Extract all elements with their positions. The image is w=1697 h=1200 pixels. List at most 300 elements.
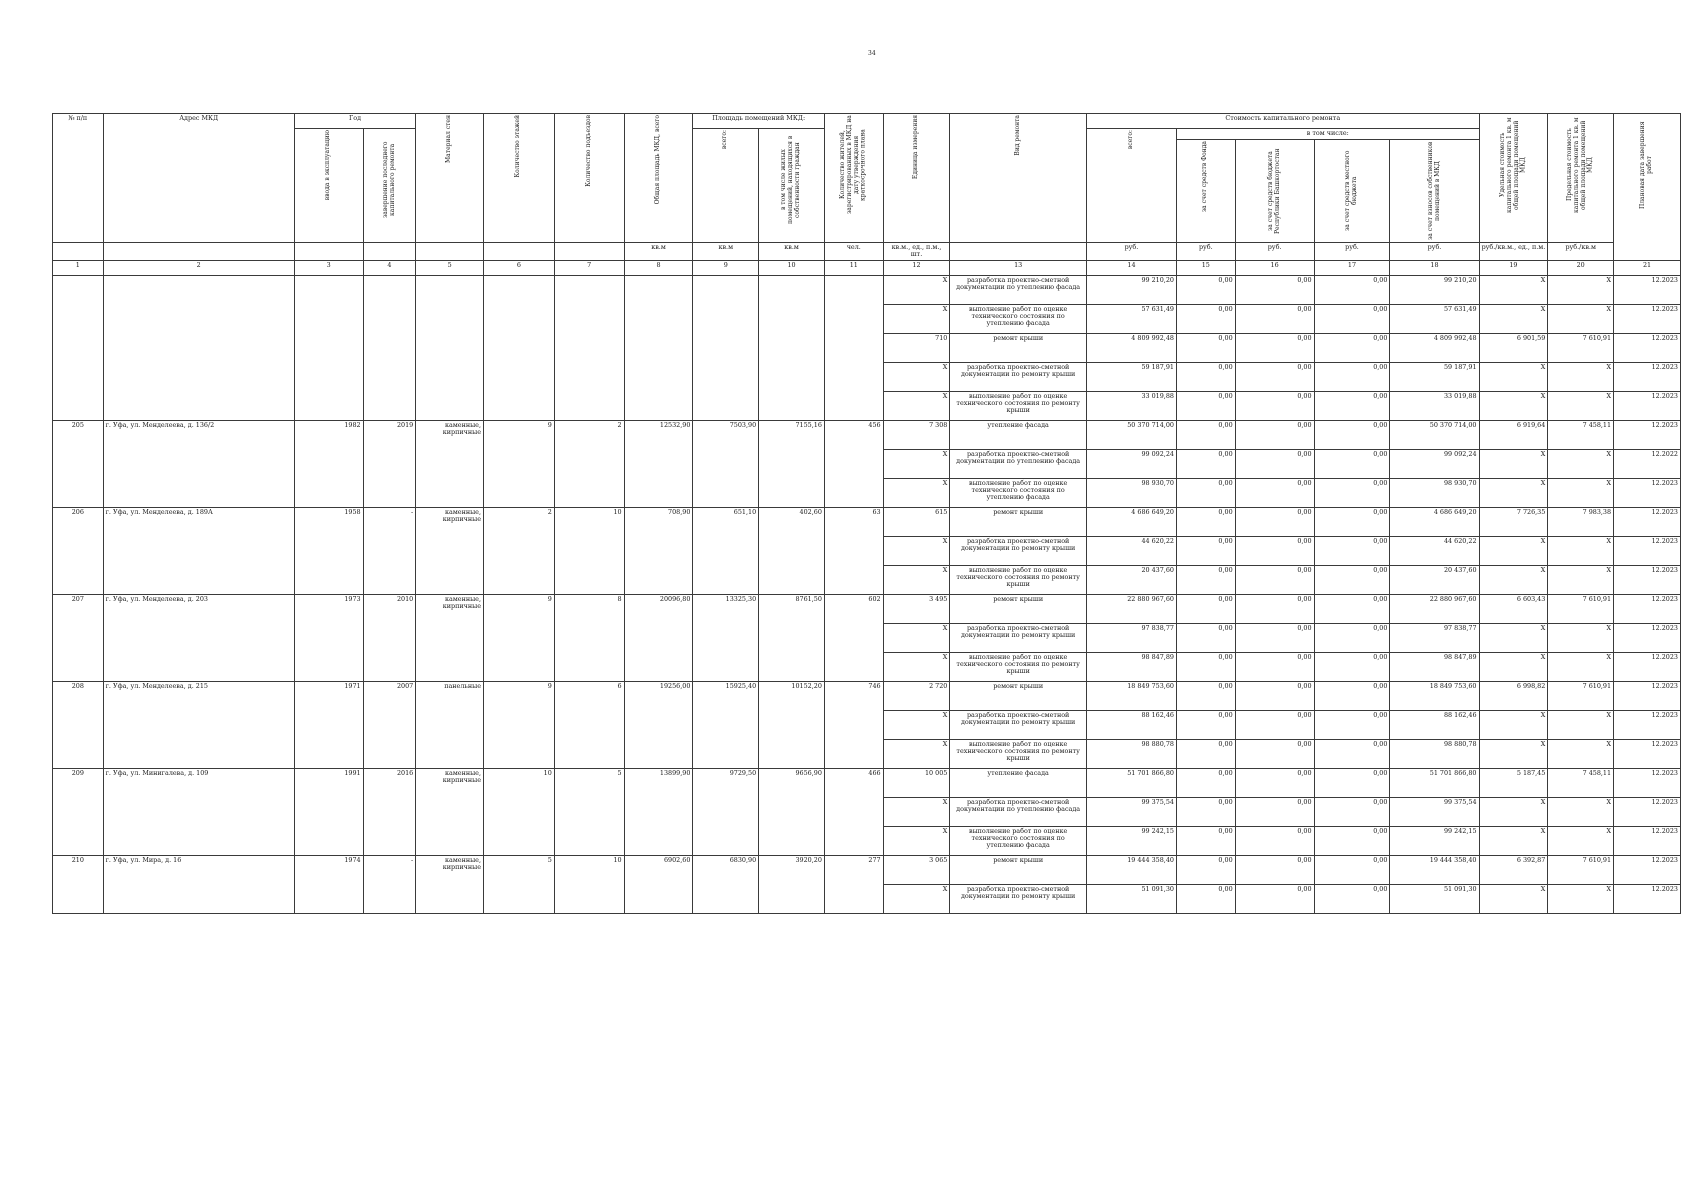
object-year-repair: 2016 [363,768,416,855]
object-area-all: 6830,90 [693,855,759,913]
unit-label: кв.м [693,243,759,261]
work-cost-total: 33 019,88 [1086,391,1176,420]
work-cost-total: 99 242,15 [1086,826,1176,855]
column-index: 15 [1176,260,1235,275]
work-cost-owners: 59 187,91 [1390,362,1479,391]
work-cost-owners: 4 686 649,20 [1390,507,1479,536]
work-specific-cost: 6 919,64 [1479,420,1548,449]
col-header-num: № п/п [53,114,104,243]
col-header-date: Плановая дата завершения работ [1614,114,1681,261]
work-cost-fund: 0,00 [1176,681,1235,710]
work-completion-date: 12.2023 [1614,333,1681,362]
work-cost-owners: 20 437,60 [1390,565,1479,594]
work-cost-fund: 0,00 [1176,710,1235,739]
col-header-total-area: Общая площадь МКД, всего [624,114,693,243]
column-index: 18 [1390,260,1479,275]
work-specific-cost: X [1479,710,1548,739]
col-header-incl: в том числе: [1176,129,1479,140]
work-cost-fund: 0,00 [1176,304,1235,333]
object-wall-material: каменные, кирпичные [416,420,484,507]
object-floors [484,275,555,420]
work-cost-local: 0,00 [1314,623,1390,652]
object-entrances: 10 [554,855,624,913]
work-completion-date: 12.2023 [1614,565,1681,594]
work-cost-fund: 0,00 [1176,768,1235,797]
column-index: 19 [1479,260,1548,275]
work-cost-total: 59 187,91 [1086,362,1176,391]
column-index: 4 [363,260,416,275]
work-volume: 710 [883,333,950,362]
object-entrances: 10 [554,507,624,594]
work-type: ремонт крыши [950,681,1087,710]
work-cost-local: 0,00 [1314,681,1390,710]
work-cost-total: 99 210,20 [1086,275,1176,304]
unit-label: кв.м [624,243,693,261]
object-entrances: 5 [554,768,624,855]
work-specific-cost: X [1479,449,1548,478]
object-year-built: 1982 [294,420,363,507]
col-header-year-repair: завершение последнего капитального ремонта [363,129,416,243]
object-residents: 602 [824,594,883,681]
col-header-entrances: Количество подъездов [554,114,624,243]
work-specific-cost: 6 998,82 [1479,681,1548,710]
column-index: 20 [1548,260,1614,275]
work-cost-owners: 18 849 753,60 [1390,681,1479,710]
object-address [103,275,294,420]
work-cost-rb: 0,00 [1235,768,1314,797]
work-cost-rb: 0,00 [1235,536,1314,565]
work-type: выполнение работ по оценке технического состояния по утеплению фасада [950,826,1087,855]
table-row [53,855,1681,884]
work-cost-local: 0,00 [1314,478,1390,507]
work-specific-cost: X [1479,826,1548,855]
col-header-area-living: в том числе жилых помещений, находящихся в собственности граждан [759,129,825,243]
work-type: утепление фасада [950,768,1087,797]
column-index: 3 [294,260,363,275]
work-cost-rb: 0,00 [1235,681,1314,710]
work-cost-owners: 99 242,15 [1390,826,1479,855]
object-address: г. Уфа, ул. Менделеева, д. 203 [103,594,294,681]
object-residents [824,275,883,420]
col-header-cost-group: Стоимость капитального ремонта [1086,114,1479,129]
work-cost-rb: 0,00 [1235,391,1314,420]
object-area-all: 651,10 [693,507,759,594]
work-cost-rb: 0,00 [1235,333,1314,362]
work-cost-local: 0,00 [1314,768,1390,797]
col-header-year-group: Год [294,114,415,129]
object-area-living: 7155,16 [759,420,825,507]
work-volume: 615 [883,507,950,536]
table-row [53,275,1681,304]
object-entrances: 8 [554,594,624,681]
work-cost-owners: 51 091,30 [1390,884,1479,913]
work-cost-rb: 0,00 [1235,739,1314,768]
column-index: 6 [484,260,555,275]
work-volume: X [883,304,950,333]
work-cost-owners: 50 370 714,00 [1390,420,1479,449]
object-year-repair: - [363,855,416,913]
work-type: выполнение работ по оценке технического состояния по ремонту крыши [950,739,1087,768]
work-cost-total: 99 375,54 [1086,797,1176,826]
work-limit-cost: X [1548,710,1614,739]
column-index: 17 [1314,260,1390,275]
object-area-living: 402,60 [759,507,825,594]
work-cost-total: 57 631,49 [1086,304,1176,333]
object-area-living: 9656,90 [759,768,825,855]
work-type: разработка проектно-сметной документации по утеплению фасада [950,449,1087,478]
work-volume: X [883,449,950,478]
unit-label: руб. [1086,243,1176,261]
column-index-row [53,260,1681,275]
work-completion-date: 12.2023 [1614,681,1681,710]
work-type: ремонт крыши [950,594,1087,623]
work-cost-owners: 44 620,22 [1390,536,1479,565]
work-type: утепление фасада [950,420,1087,449]
work-type: разработка проектно-сметной документации по ремонту крыши [950,710,1087,739]
work-completion-date: 12.2023 [1614,826,1681,855]
work-cost-owners: 98 847,89 [1390,652,1479,681]
work-cost-local: 0,00 [1314,536,1390,565]
work-specific-cost: X [1479,739,1548,768]
col-header-residents: Количество жителей, зарегистрированных в МКД на дату утверждения краткосрочного плана [824,114,883,243]
column-index: 1 [53,260,104,275]
work-type: выполнение работ по оценке технического состояния по утеплению фасада [950,478,1087,507]
work-completion-date: 12.2023 [1614,420,1681,449]
work-cost-owners: 57 631,49 [1390,304,1479,333]
object-entrances: 2 [554,420,624,507]
work-completion-date: 12.2023 [1614,652,1681,681]
work-cost-owners: 99 092,24 [1390,449,1479,478]
work-cost-fund: 0,00 [1176,884,1235,913]
object-number: 210 [53,855,104,913]
col-header-unit: Единица измерения [883,114,950,243]
col-header-specific-cost: Удельная стоимость капитального ремонта 1 кв. м общей площади помещений МКД [1479,114,1548,243]
unit-label: кв.м., ед., п.м., шт. [883,243,950,261]
work-cost-rb: 0,00 [1235,710,1314,739]
work-volume: X [883,652,950,681]
work-cost-local: 0,00 [1314,420,1390,449]
object-address: г. Уфа, ул. Мира, д. 16 [103,855,294,913]
work-cost-total: 4 809 992,48 [1086,333,1176,362]
object-total-area: 19256,00 [624,681,693,768]
work-volume: 3 495 [883,594,950,623]
work-cost-rb: 0,00 [1235,826,1314,855]
work-cost-total: 88 162,46 [1086,710,1176,739]
column-index: 7 [554,260,624,275]
object-total-area: 13899,90 [624,768,693,855]
work-specific-cost: X [1479,884,1548,913]
work-cost-fund: 0,00 [1176,420,1235,449]
work-volume: X [883,536,950,565]
work-cost-fund: 0,00 [1176,594,1235,623]
work-type: разработка проектно-сметной документации по утеплению фасада [950,275,1087,304]
work-type: выполнение работ по оценке технического состояния по ремонту крыши [950,652,1087,681]
object-area-all [693,275,759,420]
work-cost-total: 98 847,89 [1086,652,1176,681]
work-limit-cost: 7 610,91 [1548,333,1614,362]
unit-label: руб. [1176,243,1235,261]
work-type: ремонт крыши [950,855,1087,884]
work-cost-fund: 0,00 [1176,536,1235,565]
unit-label: руб./кв.м [1548,243,1614,261]
object-area-living: 3920,20 [759,855,825,913]
work-completion-date: 12.2023 [1614,884,1681,913]
object-entrances: 6 [554,681,624,768]
work-type: выполнение работ по оценке технического состояния по ремонту крыши [950,565,1087,594]
column-index: 16 [1235,260,1314,275]
work-volume: 2 720 [883,681,950,710]
work-type: разработка проектно-сметной документации по ремонту крыши [950,362,1087,391]
work-cost-rb: 0,00 [1235,478,1314,507]
work-completion-date: 12.2023 [1614,797,1681,826]
col-header-local-budget: за счет средств местного бюджета [1314,140,1390,243]
col-header-repair-type: Вид ремонта [950,114,1087,243]
work-specific-cost: X [1479,391,1548,420]
work-volume: X [883,739,950,768]
work-cost-local: 0,00 [1314,304,1390,333]
work-cost-total: 99 092,24 [1086,449,1176,478]
object-total-area: 12532,90 [624,420,693,507]
object-number: 206 [53,507,104,594]
work-limit-cost: X [1548,797,1614,826]
object-floors: 2 [484,507,555,594]
column-index: 12 [883,260,950,275]
object-entrances [554,275,624,420]
work-cost-rb: 0,00 [1235,507,1314,536]
col-header-owners: за счет взносов собственников помещений в МКД [1390,140,1479,243]
col-header-address: Адрес МКД [103,114,294,243]
work-type: разработка проектно-сметной документации по ремонту крыши [950,884,1087,913]
work-limit-cost: X [1548,652,1614,681]
work-volume: 10 005 [883,768,950,797]
work-cost-owners: 33 019,88 [1390,391,1479,420]
work-completion-date: 12.2023 [1614,623,1681,652]
work-limit-cost: X [1548,884,1614,913]
table-row [53,594,1681,623]
work-specific-cost: X [1479,536,1548,565]
table-row [53,768,1681,797]
work-volume: 7 308 [883,420,950,449]
object-number: 209 [53,768,104,855]
work-cost-local: 0,00 [1314,362,1390,391]
column-index: 10 [759,260,825,275]
work-cost-owners: 51 701 866,80 [1390,768,1479,797]
object-area-living: 8761,50 [759,594,825,681]
work-specific-cost: 6 603,43 [1479,594,1548,623]
table-row [53,420,1681,449]
object-year-built: 1971 [294,681,363,768]
work-completion-date: 12.2023 [1614,768,1681,797]
work-completion-date: 12.2023 [1614,362,1681,391]
work-volume: X [883,362,950,391]
work-cost-fund: 0,00 [1176,449,1235,478]
work-limit-cost: X [1548,362,1614,391]
work-specific-cost: 6 392,87 [1479,855,1548,884]
work-cost-local: 0,00 [1314,710,1390,739]
work-cost-fund: 0,00 [1176,362,1235,391]
object-address: г. Уфа, ул. Менделеева, д. 215 [103,681,294,768]
work-cost-owners: 98 880,78 [1390,739,1479,768]
object-year-built: 1974 [294,855,363,913]
work-specific-cost: X [1479,652,1548,681]
table-body [53,275,1681,913]
work-completion-date: 12.2023 [1614,710,1681,739]
work-cost-rb: 0,00 [1235,652,1314,681]
work-limit-cost: X [1548,739,1614,768]
work-cost-fund: 0,00 [1176,739,1235,768]
work-volume: 3 065 [883,855,950,884]
object-residents: 466 [824,768,883,855]
work-cost-total: 20 437,60 [1086,565,1176,594]
work-cost-owners: 97 838,77 [1390,623,1479,652]
work-limit-cost: X [1548,478,1614,507]
work-specific-cost: X [1479,565,1548,594]
column-index: 8 [624,260,693,275]
work-limit-cost: X [1548,536,1614,565]
object-floors: 5 [484,855,555,913]
work-limit-cost: X [1548,275,1614,304]
work-cost-owners: 99 210,20 [1390,275,1479,304]
object-floors: 10 [484,768,555,855]
column-index: 9 [693,260,759,275]
unit-label: руб. [1390,243,1479,261]
work-cost-owners: 22 880 967,60 [1390,594,1479,623]
work-completion-date: 12.2023 [1614,536,1681,565]
work-cost-total: 19 444 358,40 [1086,855,1176,884]
work-cost-local: 0,00 [1314,797,1390,826]
table-header [53,114,1681,276]
work-volume: X [883,391,950,420]
col-header-fund: за счет средств Фонда [1176,140,1235,243]
work-specific-cost: X [1479,478,1548,507]
work-completion-date: 12.2023 [1614,594,1681,623]
work-cost-rb: 0,00 [1235,362,1314,391]
unit-label: чел. [824,243,883,261]
work-completion-date: 12.2023 [1614,507,1681,536]
work-cost-fund: 0,00 [1176,565,1235,594]
object-wall-material: каменные, кирпичные [416,855,484,913]
object-wall-material [416,275,484,420]
work-type: выполнение работ по оценке технического состояния по утеплению фасада [950,304,1087,333]
object-area-all: 9729,50 [693,768,759,855]
work-specific-cost: X [1479,623,1548,652]
object-wall-material: каменные, кирпичные [416,507,484,594]
work-cost-fund: 0,00 [1176,855,1235,884]
work-cost-fund: 0,00 [1176,507,1235,536]
work-cost-fund: 0,00 [1176,275,1235,304]
work-type: ремонт крыши [950,507,1087,536]
object-year-repair: 2007 [363,681,416,768]
work-specific-cost: X [1479,797,1548,826]
work-type: ремонт крыши [950,333,1087,362]
work-cost-rb: 0,00 [1235,304,1314,333]
work-cost-fund: 0,00 [1176,623,1235,652]
work-completion-date: 12.2023 [1614,304,1681,333]
work-cost-rb: 0,00 [1235,797,1314,826]
column-index: 13 [950,260,1087,275]
work-cost-total: 51 091,30 [1086,884,1176,913]
work-cost-total: 44 620,22 [1086,536,1176,565]
work-cost-rb: 0,00 [1235,884,1314,913]
work-volume: X [883,623,950,652]
work-cost-owners: 98 930,70 [1390,478,1479,507]
column-index: 21 [1614,260,1681,275]
object-year-built [294,275,363,420]
work-type: разработка проектно-сметной документации по утеплению фасада [950,797,1087,826]
work-cost-fund: 0,00 [1176,333,1235,362]
column-index: 14 [1086,260,1176,275]
object-floors: 9 [484,420,555,507]
work-volume: X [883,797,950,826]
work-completion-date: 12.2022 [1614,449,1681,478]
object-area-living: 10152,20 [759,681,825,768]
work-volume: X [883,275,950,304]
work-cost-local: 0,00 [1314,594,1390,623]
work-cost-local: 0,00 [1314,333,1390,362]
table-row [53,507,1681,536]
work-specific-cost: 5 187,45 [1479,768,1548,797]
work-limit-cost: 7 610,91 [1548,681,1614,710]
object-year-built: 1973 [294,594,363,681]
work-limit-cost: X [1548,449,1614,478]
work-limit-cost: X [1548,565,1614,594]
work-cost-owners: 19 444 358,40 [1390,855,1479,884]
work-limit-cost: X [1548,826,1614,855]
object-residents: 456 [824,420,883,507]
work-volume: X [883,884,950,913]
work-limit-cost: X [1548,623,1614,652]
work-limit-cost: 7 458,11 [1548,768,1614,797]
work-cost-rb: 0,00 [1235,594,1314,623]
col-header-area-all: всего: [693,129,759,243]
page-number: 34 [868,50,876,57]
object-total-area [624,275,693,420]
work-cost-fund: 0,00 [1176,478,1235,507]
object-total-area: 708,90 [624,507,693,594]
unit-label: руб. [1314,243,1390,261]
work-cost-rb: 0,00 [1235,565,1314,594]
column-index: 11 [824,260,883,275]
object-wall-material: каменные, кирпичные [416,594,484,681]
object-year-built: 1958 [294,507,363,594]
object-residents: 746 [824,681,883,768]
work-cost-local: 0,00 [1314,826,1390,855]
work-cost-local: 0,00 [1314,565,1390,594]
work-specific-cost: 7 726,35 [1479,507,1548,536]
object-year-repair: 2010 [363,594,416,681]
work-cost-total: 22 880 967,60 [1086,594,1176,623]
work-specific-cost: X [1479,275,1548,304]
work-cost-rb: 0,00 [1235,275,1314,304]
work-cost-owners: 88 162,46 [1390,710,1479,739]
object-year-repair: - [363,507,416,594]
work-cost-total: 4 686 649,20 [1086,507,1176,536]
work-limit-cost: 7 458,11 [1548,420,1614,449]
col-header-limit-cost: Предельная стоимость капитального ремонта 1 кв. м общей площади помещений МКД [1548,114,1614,243]
work-limit-cost: 7 983,38 [1548,507,1614,536]
object-number: 208 [53,681,104,768]
work-type: разработка проектно-сметной документации по ремонту крыши [950,623,1087,652]
work-specific-cost: X [1479,362,1548,391]
work-cost-local: 0,00 [1314,275,1390,304]
work-cost-rb: 0,00 [1235,420,1314,449]
work-cost-fund: 0,00 [1176,652,1235,681]
object-year-built: 1991 [294,768,363,855]
object-floors: 9 [484,681,555,768]
capital-repair-table [52,113,1681,914]
work-cost-total: 50 370 714,00 [1086,420,1176,449]
work-cost-fund: 0,00 [1176,391,1235,420]
